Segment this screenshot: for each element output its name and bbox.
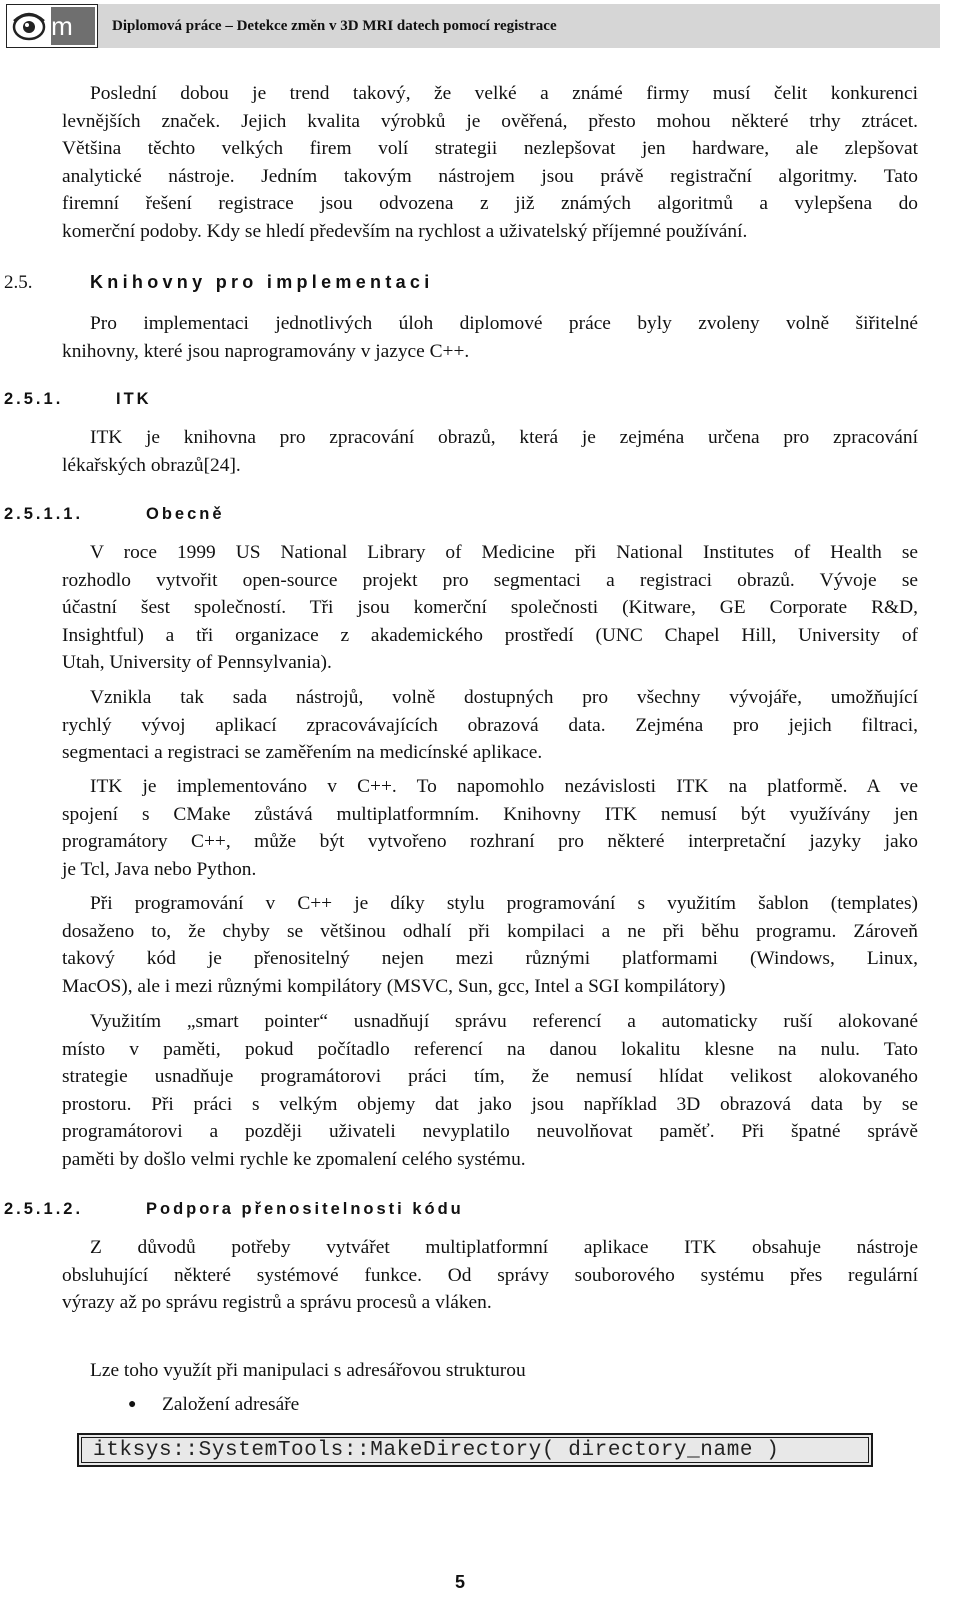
paragraph-smart-pointer: Využitím „smart pointer“ usnadňují správu referencí a automaticky ruší alokované místo v paměti, pokud počítadlo referencí na danou lokalitu klesne na nulu. Tato strategie usnadňuje programátorovi práci tím, že nemusí hlídat velikost alokovaného prostoru. Při práci s velkým objemy dat jako jsou například 3D obrazová data by se programátorovi a později uživateli nevyplatilo neuvolňovat paměť. Při špatné správě paměti by došlo velmi rychle ke zpomalení celého systému. (62, 1011, 918, 1170)
paragraph-intro: Poslední dobou je trend takový, že velké a známé firmy musí čelit konkurenci levnějších značek. Jejich kvalita výrobků je ověřená, přesto mohou některé trhy ztrácet. Většina těchto velkých firem volí strategii nezlepšovat jen hardware, ale zlepšovat analytické nástroje. Jedním takovým nástrojem jsou právě registrační algoritmy. Tato firemní řešení registrace jsou odvozena z již známých algoritmů a vylepšena do komerční podoby. Kdy se hledí především na rychlost a uživatelský příjemné používání. (62, 83, 918, 242)
bullet-list-item: ● Založení adresáře (128, 1394, 300, 1415)
section-heading-2-5-1: 2.5.1. ITK (4, 390, 152, 408)
cmp-logo (6, 4, 98, 79)
section-heading-2-5-1-1: 2.5.1.1. Obecně (4, 505, 225, 523)
paragraph-portability: Z důvodů potřeby vytvářet multiplatformní aplikace ITK obsahuje nástroje obsluhující některé systémové funkce. Od správy souborového systému přes regulární výrazy až po správu registrů a správu procesů a vláken. (62, 1237, 918, 1314)
paragraph-directory: Lze toho využít při manipulaci s adresářovou strukturou (90, 1360, 526, 1381)
eye-logo-icon (11, 9, 47, 43)
code-block (77, 1433, 873, 1467)
section-heading-2-5: 2.5. Knihovny pro implementaci (4, 272, 434, 293)
paragraph-implementation: Pro implementaci jednotlivých úloh diplomové práce byly zvoleny volně šiřitelné knihovny, které jsou naprogramovány v jazyce C++. (62, 313, 918, 362)
paragraph-itk-intro: ITK je knihovna pro zpracování obrazů, která je zejména určena pro zpracování lékařských obrazů[24]. (62, 427, 918, 476)
paragraph-toolset: Vznikla tak sada nástrojů, volně dostupných pro všechny vývojáře, umožňující rychlý vývoj aplikací zpracovávajících obrazová data. Zejména pro jejich filtraci, segmentaci a registraci se zaměřením na medicínské aplikace. (62, 687, 918, 764)
paragraph-platform: ITK je implementováno v C++. To napomohlo nezávislosti ITK na platformě. A ve spojení s CMake zůstává multiplatformním. Knihovny ITK nemusí být využívány jen programátory C++, může být vytvořeno rozhraní pro některé interpretační jazyky jako je Tcl, Java nebo Python. (62, 776, 918, 880)
document-title: Diplomová práce – Detekce změn v 3D MRI datech pomocí registrace (98, 4, 940, 48)
paragraph-templates: Při programování v C++ je díky stylu programování s využitím šablon (templates) dosaženo to, že chyby se většinou odhalí při kompilaci a ne při běhu programu. Zároveň takový kód je přenositelný nejen mezi různými platformami (Windows, Linux, MacOS), ale i mezi různými kompilátory (MSVC, Sun, gcc, Intel a SGI kompilátory) (62, 893, 918, 997)
section-heading-2-5-1-2: 2.5.1.2. Podpora přenositelnosti kódu (4, 1200, 464, 1218)
paragraph-history: V roce 1999 US National Library of Medicine při National Institutes of Health se rozhodlo vytvořit open-source projekt pro segmentaci a registraci obrazů. Vývoje se účastní šest společností. Tři jsou komerční společnosti (Kitware, GE Corporate R&D, Insightful) a tři organizace z akademického prostředí (UNC Chapel Hill, University of Utah, University of Pennsylvania). (62, 542, 918, 674)
logo-mp-text: m p (51, 7, 95, 45)
page-number: 5 (454, 1572, 465, 1592)
page-header (6, 4, 940, 79)
bullet-icon: ● (128, 1397, 137, 1412)
code-line: itksys::SystemTools::MakeDirectory( directory_name ) (81, 1437, 869, 1463)
